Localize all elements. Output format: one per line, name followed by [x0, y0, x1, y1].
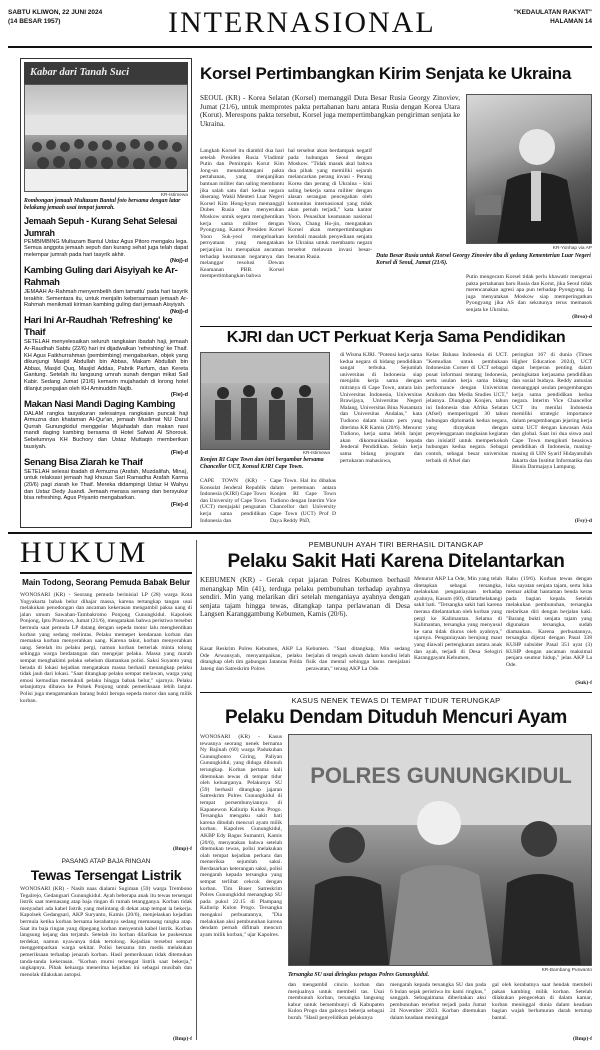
kjri-col-4: Kelas Bahasa Indonesia di UCT. "Kemudian untuk pembukaan Indonesian Corner di UCT sebagai pusat informasi tentang Indonesia, serta usulan kerja sama bidang performance dengan Universitas Amikom dan Media Studies UCT," jelasnya. Diungkap Konjen, tahun ini Indonesia dan Afrika Selatan (Afsel) memperingati 30 tahun hubungan diplomatik kedua negara, yang dirayakan dengan penyelenggaraan rangkaian kegiatan dan inisiatif untuk memperkokoh hubungan kedua negara. Sebagai contoh, sebagai besar universitas terbaik di Afsel dan	[426, 352, 508, 464]
hukum-art4-title: Pelaku Dendam Dituduh Mencuri Ayam	[224, 707, 568, 728]
police-arrest-image	[289, 735, 592, 966]
sidebar-item	[24, 315, 188, 398]
hukum-art4-col-4: gal oleh kerabatnya saat hendak membeli pakan kambing milik korban. Setelah dilakukan pengecekan di dalam kamar, korban meninggal dunia dalam keadaan bagian wajah berlumuran darah tertutup bantal.	[492, 982, 592, 1021]
hukum-art4-signature: (Bmp)-f	[573, 1036, 592, 1042]
hukum-art4-col-1: WONOSARI (KR) - Kasus tewasnya seorang nenek bernama Ny Bajinah (60) warga Padukuhan Gunungbonro Giring, Paliyan Gunungkidul, yang diduga dibunuh terungkap. Korban pertama kali ditemukan tewas di tempat tidur oleh keluarganya. Pelakunya SU (59) berhasil ditangkap jajaran Satreskrim Polres Gunungkidul di tempat persembunyiannya di Kapanewon Kaliurip Kulon Progo. Tersangka mengaku sakit hati karena dituduh mencuri ayam milik korban. Kapolres Gunungkidul, AKBP Edy Bagus Sumantri, Kamis (20/6), menyatakan bahwa setelah ditemukan tewas, polisi melakukan olah tempat kejadian perkara dan memeriksa sejumlah saksi. Berdasarkan keterangan saksi, polisi mengarah kepada tersangka yang sempat terlibat cekcok dengan korban. Tim Buser Satreskrim Polres Gunungkidul menangkap SU pada pukul 22.15 di Plampang Kaliurip Kulon Progo. Tersangka mengakui perbuatannya, "Dia melakukan aksi pembunuhan karena dendam pernah difitnah mencuri ayam milik korban," ujar Kapolres.	[200, 734, 282, 938]
sidebar-item	[24, 265, 188, 315]
hukum-art4-photo-credit: KR-Bambang Purwanto	[541, 968, 592, 973]
masthead-date: SABTU KLIWON, 22 JUNI 2024 (14 BESAR 1957)	[8, 9, 103, 25]
hukum-art3-col-4: Rabu (19/6). Korban tewas dengan luka sayatan senjata tajam, serta luka memar akibat hantaman benda keras pada bagian kepala. Setelah melakukan pembunuhan, tersangka melarikan diri dengan berjalan kaki. "Barang bukti senjata tajam yang digunakan tersangka, sudah diamankan. Karena perbuatannya, tersangka dijerat dengan Pasal 338 KUHP subsider Pasal 351 ayat (3) KUHP dengan ancaman maksimal penjara seumur hidup," jelas AKP La Ode.	[506, 576, 592, 668]
sidebar-item	[24, 215, 188, 265]
korsel-photo	[466, 94, 592, 244]
hukum-art3-signature: (Suk)-f	[575, 680, 592, 686]
sidebar-item-sig: (Noj)-d	[169, 258, 188, 265]
hukum-art2-signature: (Bmp)-f	[173, 1036, 192, 1042]
column-rule	[196, 540, 197, 1040]
ambassador-image	[467, 95, 592, 244]
sidebar-item-title: Makan Nasi Mandi Daging Kambing	[24, 398, 176, 410]
sidebar-photo	[24, 84, 188, 192]
hukum-art3-col-3: Menurut AKP La Ode, Min yang telah ditetapkan sebagai tersangka, melakukan penganiayaan terhadap ayahnya, Kasum (60), dilatarbelakangi sakit hati. "Tersangka sakit hati karena merasa ditelantarkan oleh korban yang pergi ke Kalimantan. Selama di Kalimantan, tersangka yang menyusul ke sana tidak diurus oleh ayahnya," ujarnya. Penganiayaan berujung maut yang diawali pertengkaran antara anak dan ayah, terjadi di Desa Selogiri Karanggayam Kebumen,	[414, 576, 502, 662]
sidebar-item-sig: (Noj)-d	[169, 308, 188, 315]
sidebar-item	[24, 457, 188, 509]
kjri-photo	[200, 352, 330, 450]
sidebar-item-sig: (Fie)-d	[170, 501, 188, 508]
hukum-art4-col-2: dan mengambil cincin korban dan menjualnya untuk membeli tas. Usai membunuh korban, tersangka langsung kabur untuk bersembunyi di Kabupaten Kulon Progo dan galonya bekerja sebagai buruh. "Hasil penyelidikan pelakunya	[288, 982, 384, 1021]
sidebar-photo-credit: KR-Istimewa	[160, 193, 188, 198]
sidebar-caption: Rombongan jemaah Multazam Bantul foto bersama dengan latar belakang jemaah usai tempat jumrah.	[24, 198, 181, 211]
korsel-headline: Korsel Pertimbangkan Kirim Senjata ke Ukraina	[200, 64, 572, 83]
polres-wall-text: POLRES GUNUNGKIDUL	[310, 763, 572, 788]
hukum-art4-col-3: mengarah kepada tersangka SU dan pada 6 bulan sejak peristiwa itu kami ringkus," sanggah. Sebagaimana diberitakan aksi pembunuhan tersebut terjadi pada Jumat 24 November 2023. Korban ditemukan dalam keadaan meninggal	[390, 982, 486, 1021]
meeting-group-image	[201, 353, 330, 450]
korsel-signature: (Brso)-d	[572, 314, 592, 320]
hukum-art1-text: WONOSARI (KR) - Seorang pemuda berinisial LP (28) warga Kota Yogyakarta babak belur dihajar massa, karena tertangkap tangan usai melakukan penodongan dan ancaman kekerasan mengambil paksa uang di jalan umum Sawahan-Tambakromo Ponjong Gunungkidul. Kapolsek Ponjong, Iptu Prastowo, Jumat (21/6), mengatakan bahwa peristiwa tersebut bermula saat pemuda LP datang dengan sepeda motor lalu menghentikan korban yang sedang melintas. Pelaku memepet kendaraan korban dan memaksa korban menyerahkan uang. Karena takut, korban menyerahkan uang. Setelah itu pelaku pergi, namun korban berteriak minta tolong sehingga warga berdatangan dan mengejar pelaku. Massa yang marah sempat menghakimi pelaku sebelum diamankan polisi. Saksi Suyanto yang berada di lokasi kejadian mengatakan massa berhasil menangkap pelaku tidak jauh dari lokasi. "Saat ditangkap pelaku sempat melawan, warga yang emosi kemudian memukuli pelaku hingga babak belur," ujarnya. Pelaku selanjutnya dibawa ke Polsek Ponjong untuk pemeriksaan lebih lanjut. Polisi juga mengamankan barang bukti berupa sepeda motor dan uang milik korban.	[20, 592, 192, 704]
sidebar-item-sig: (Fie)-d	[170, 450, 188, 457]
hukum-art2-kicker: PASANG ATAP BAJA RINGAN	[61, 858, 151, 865]
masthead	[8, 6, 592, 48]
sidebar-item-text: SETELAH menyelesaikan seluruh rangkaian ibadah haji, jemaah Ar-Raudhah Sabtu (22/6) hari ini dijadwalkan 'refreshing' ke Thaif. KH Agus Fatkhurrahman (pembimbing) mengabarkan, objek yang dikunjungi Masjid Abdullah bin Abbas, Makam Abdullah bin Abbas, Masjid Quq, Masjid Addas, Pabrik Parfum, dan Kereta Gantung. Setelah itu langsung umrah sunah dengan mikat Sail Kabir. Sedang Jumat (21/6) kemarin mujahadah di lorong hotel dilanjut pengajian oleh KH Aminuddin Najib.	[24, 339, 188, 392]
pilgrims-group-image	[25, 85, 188, 192]
korsel-col-1: Langkah Korsel itu diambil dua hari setelah Presiden Rusia Vladimir Putin dan Pemimpin Korut Kim Jong-un menandatangani pakta pertahanan, yang menjanjikan bantuan militer dan saling membantu jika salah satu dari kedua negara diserang. Wakil Menteri Luar Negeri Korsel Kim Hong-kyun memanggil Dubes Rusia dan menyerukan Moskow untuk segera menghentikan kerja sama militer dengan Pyongyang. Kantor Presiden Korsel Yoon Suk-yeol mengeluarkan pernyataan yang mengatakan perjanjian itu merupakan ancaman terhadap keamanan negaranya dan melanggar resolusi Dewan Keamanan PBB. Korsel mempertimbangkan bahwa	[200, 148, 284, 280]
sidebar-item-text: PEMBIMBING Multazam Bantul Ustaz Agus Pitoro mengaku lega. Semua anggota jemaah sepuh dan kurang sehat juga telah dapat melempar jumrah pada hari tasyrik akhir.	[24, 238, 188, 258]
sidebar-tanah-suci	[20, 58, 192, 528]
kjri-photo-credit: KR-Istimewa	[302, 451, 330, 456]
hukum-art2-text: WONOSARI (KR) - Nasib naas dialami Sugiman (59) warga Trembono Tegalrejo, Gedangsari Gunungkidul. Ayah beberapa anak itu tewas tersengat listrik saat memasang atap baja ringan di rumah tetangganya. Korban tidak menyadari ada kabel listrik yang melintang di dekat atap tempat ia bekerja. Kapolsek Gedangsari, AKP Suryanto, Kamis (20/6), menjelaskan kejadian bermula ketika korban bersama kerabatnya sedang memasang rangka atap. Saat itu baja ringan yang dipegang korban menyentuh kabel listrik. Korban langsung kejang dan terjatuh. Setelah itu korban dilarikan ke puskesmas terdekat, namun nyawanya tidak tertolong. Kejadian tersebut sempat menggemparkan warga sekitar. Polisi bersama tim medis melakukan pemeriksaan terhadap jenazah korban. Hasil pemeriksaan tidak ditemukan tanda-tanda kekerasan. "Korban murni tersengat listrik saat bekerja," ungkapnya. Pihak keluarga menerima kejadian ini sebagai musibah dan menolak dilakukan autopsi.	[20, 886, 192, 978]
hukum-art4-kicker: KASUS NENEK TEWAS DI TEMPAT TIDUR TERUNGKAP	[291, 696, 501, 705]
masthead-paper: "KEDAULATAN RAKYAT" HALAMAN 14	[513, 9, 592, 25]
kjri-signature: (Fsy)-d	[574, 518, 592, 524]
korsel-col-2: hal tersebut akan berdampak negatif pada hubungan Seoul dengan Moskow. "Tidak masuk akal bahwa dua pihak yang memiliki sejarah melancarkan perang invasi - Perang Korea dan perang di Ukraina - kini saling bekerja sama militer dengan alasan serangan pencegahan oleh komunitas internasional yang tidak akan pernah terjadi," kata kantor Yoon. Penasihat keamanan nasional Yoon, Chang Ho-jin, mengatakan Korsel akan mempertimbangkan kembali masalah penyediaan senjata ke Ukraina untuk membantu negara tersebut melawan invasi besar-besaran Rusia.	[288, 148, 372, 260]
korsel-photo-credit: KR-Yonhap via AP	[552, 246, 592, 251]
hukum-art3-col-1: Kasat Reskrim Polres Kebumen, AKP La Ode Arwansyah, menyampaikan, pelaku ditangkap oleh tim gabungan Jatanras Polda Jateng dan Satreskrim Polres	[200, 646, 302, 672]
hukum-art1-signature: (Bmp)-f	[173, 846, 192, 852]
hukum-art3-col-2: Kebumen. "Saat ditangkap, Min sedang berjalan di tengah sawah dalam kondisi lelah fisik dan mental sehingga harus menjalani perawatan," terang AKP La Ode.	[306, 646, 410, 672]
hukum-art4-photo	[288, 734, 592, 966]
sidebar-item	[24, 399, 188, 457]
korsel-col-3: Putin mengecam Korsel tidak perlu khawatir mengenai pakta pertahanan baru Rusia dan Korut, jika Seoul tidak merencanakan agresi apa pun terhadap Pyongyang. Ia juga menyatakan Moskow siap memperingatkan Pyongyang jika AS dan sekutunya terus memasok senjata ke Ukraina.	[466, 274, 592, 313]
divider	[200, 692, 592, 693]
hukum-art3-title: Pelaku Sakit Hati Karena Ditelantarkan	[227, 551, 565, 572]
kjri-col-2: Cape Town. Hal itu dibahas dalam pertemuan antara Konjen RI Cape Town Tudiono dengan Interim Vice Chancellor dari University Cape Town (UCT) Prof D Daya Reddy PhD,	[270, 478, 336, 524]
korsel-lead: SEOUL (KR) - Korea Selatan (Korsel) memanggil Duta Besar Rusia Georgy Zinoviev, Jumat (21/6), untuk memprotes pakta pertahanan baru antara Rusia dengan Korea Utara (Korut). Merespons pakta tersebut, Korsel juga mempertimbangkan pengiriman senjata ke Ukraina.	[200, 94, 460, 128]
hukum-art2-title: Tewas Tersengat Listrik	[30, 867, 182, 883]
korsel-caption: Duta Besar Rusia untuk Korsel Georgy Zinoviev tiba di gedung Kementerian Luar Negeri Korsel di Seoul, Jumat (21/6).	[376, 253, 591, 266]
sidebar-item-sig: (Fie)-d	[170, 392, 188, 399]
section-divider	[8, 532, 592, 534]
kjri-col-5: peringkat 167 di dunia (Times Higher Education 2024), UCT dapat berperan penting dalam peningkatan kerjasama pendidikan dan sosial budaya. Reddy antusias menanggapi usulan pengembangan kerja sama pendidikan kedua negara. Interim Vice Chancellor UCT itu menilai Indonesia memiliki strategic importance dalam pengembangan jejaring kerja sama UCT dengan kawasan Asia dan global. Saat ini dua siswa asal Cape Town mengikuti beasiswa pendidikan di Indonesia, masing-masing di UIN Syarif Hidayatullah Jakarta dan Institut Informatika dan Bisnis Darmajaya Lampung.	[512, 352, 592, 471]
section-title: INTERNASIONAL	[168, 6, 436, 39]
sidebar-item-text: DALAM rangka tasyakuran selesainya rangkaian puncak haji Armuzna dan khataman Al-Qur'an, jemaah Muslimat NU Darul Qurrah Gunungkidul menggelar Mujahadah dan makan nasi mandi daging kambing bersama di Hotel Safwat Al Shorouk. Sebelumnya KH Buchory dan Ustaz Muttaqin memberikan tausiyah.	[24, 410, 188, 450]
sidebar-banner: Kabar dari Tanah Suci	[24, 62, 188, 84]
sidebar-item-title: Kambing Guling dari Aisyiyah ke Ar-Rahmah	[24, 264, 178, 288]
sidebar-item-text: JEMAAH Ar-Rahmah menyembelih dam tamattu' pada hari tasyrik terakhir. Sementara itu, untuk menjalin kebersamaan jemaah Ar-Rahmah menikmati kiriman kambing guling dari jemaah Aisyiyah.	[24, 288, 188, 309]
kjri-headline: KJRI dan UCT Perkuat Kerja Sama Pendidikan	[226, 329, 566, 346]
sidebar-item-title: Jemaah Sepuh - Kurang Sehat Selesai Jumrah	[24, 215, 178, 238]
hukum-art1-title: Main Todong, Seorang Pemuda Babak Belur	[22, 578, 190, 587]
hukum-rule	[20, 572, 192, 574]
hukum-art3-lead: KEBUMEN (KR) - Gerak cepat jajaran Polres Kebumen berhasil menangkap Min (41), terduga pelaku pembunuhan terhadap ayahnya sendiri. Min yang melarikan diri setelah menganiaya ayahnya dengan senjata tajam hingga tewas, ditangkap tanpa perlawanan di Desa Langsen Karanggambung Kebumen, Kamis (20/6).	[200, 576, 410, 619]
kjri-col-1: CAPE TOWN (KR) - Konsulat Jenderal Republik Indonesia (KJRI) Cape Town dan University of Cape Town (UCT) menjajaki penguatan kerja sama pendidikan Indonesia dan	[200, 478, 266, 524]
sidebar-item-title: Hari Ini Ar-Raudhah 'Refreshing' ke Thaif	[24, 315, 173, 339]
sidebar-item-text: SETELAH selesai ibadah di Armuzna (Arafah, Muzdalifah, Mina), untuk relaksasi jemaah haji khusus Sari Ramadha Arafah Karma (20/6) pagi ziarah ke Thaif. Mereka didampingi Ustaz H Wahyu dan Ustaz Dedy Juandi. Jemaah merasa senang dan bersyukur bisa refreshing. Agus Priyanto mengabarkan.	[24, 468, 188, 502]
hukum-art4-caption: Tersangka SU usai diringkus petugas Polres Gunungkidul.	[288, 972, 430, 978]
kjri-caption: Konjen RI Cape Town dan istri bergambar bersama Chancellor UCT, Konsul KJRI Cape Town.	[200, 457, 324, 470]
sidebar-item-title: Senang Bisa Ziarah ke Thaif	[24, 456, 143, 468]
divider	[200, 326, 592, 327]
hukum-art3-kicker: PEMBUNUH AYAH TIRI BERHASIL DITANGKAP	[308, 540, 484, 549]
kjri-col-3: di Wisma KJRI. "Potensi kerja sama kedua negara di bidang pendidikan sangat terbuka. Sejumlah universitas di Indonesia siap menjalin kerja sama dengan mitranya di Cape Town, antara lain Universitas Indonesia, Universitas Brawijaya, Universitas Negeri Malang, Universitas Bina Nusantara dan Universitas Andalas," kata Tudiono dalam siaran pers yang diterima KR Kamis (20/6). Menurut Tudiono, kerja sama lebih lanjut akan dikomunikasikan kepada Jenderal Pendidikan. Selain kerja sama bidang program dan pertukaran mahasiswa,	[340, 352, 422, 464]
hukum-label: HUKUM	[20, 536, 149, 569]
